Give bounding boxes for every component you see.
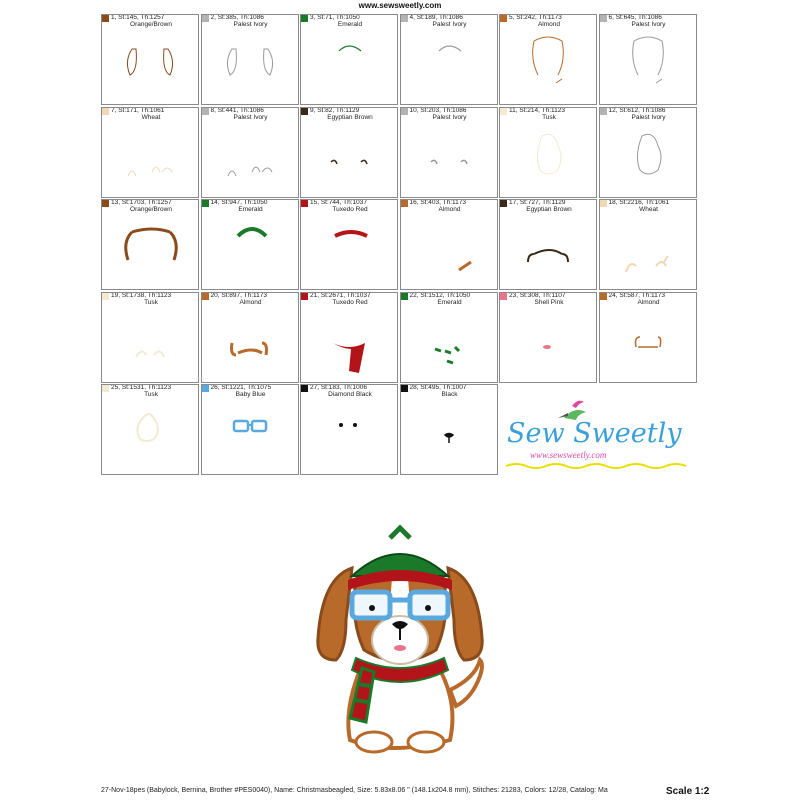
color-cell (300, 14, 398, 105)
cell-color-name: Palest Ivory (233, 113, 268, 121)
color-cell (101, 107, 199, 198)
logo-url: www.sewsweetly.com (530, 450, 607, 460)
color-cell (201, 107, 299, 198)
cell-color-name: Almond (438, 206, 461, 213)
ear-tips-icon (401, 122, 498, 198)
cell-stitch-info: 27, St:183, Th:1006 (310, 384, 367, 391)
scale-label: Scale 1:2 (666, 786, 710, 797)
cell-stitch-info: 3, St:71, Th:1050 (310, 14, 360, 21)
paws-icon (202, 122, 299, 198)
face-outline-icon (600, 122, 697, 198)
cell-color-name: Emerald (238, 206, 263, 213)
cell-stitch-info: 1, St:145, Th:1257 (111, 14, 165, 21)
cell-color-name: Orange/Brown (130, 21, 172, 28)
cell-color-name: Palest Ivory (432, 113, 467, 121)
color-cell (499, 14, 597, 105)
cell-stitch-info: 26, St:1221, Th:1075 (210, 384, 272, 391)
color-cell (599, 14, 697, 105)
cell-color-name: Palest Ivory (631, 113, 666, 121)
ear-tips-icon (301, 122, 398, 198)
footer-details: 27-Nov-18pes (Babylock, Bernina, Brother #PES0040), Name: Christmasbeagled, Size: 5.83x8.06 " (148.1x204.8 mm), Stitches: 21283, Colors: 12/28, Catalog: Ma (101, 787, 608, 794)
body-outline-icon (500, 29, 597, 105)
cell-color-name: Almond (239, 298, 262, 306)
muzzle-icon (102, 307, 199, 383)
ear-outlines-icon (102, 29, 199, 105)
cell-stitch-info: 20, St:897, Th:1173 (210, 291, 267, 299)
color-cell (201, 14, 299, 105)
christmas-beagle-design (300, 520, 500, 760)
cell-color-name: Egyptian Brown (526, 206, 572, 213)
color-cell (499, 107, 597, 198)
cell-color-name: Palest Ivory (233, 21, 268, 28)
cell-color-name: Tuxedo Red (332, 206, 368, 213)
logo-wordmark: Sew Sweetly (507, 418, 682, 449)
cell-color-name: Tuxedo Red (332, 298, 368, 306)
cell-stitch-info: 23, St:308, Th:1107 (509, 291, 566, 299)
color-cell (101, 14, 199, 105)
paws-icon (102, 122, 199, 198)
color-cell (400, 107, 498, 198)
cell-stitch-info: 9, St:82, Th:1129 (310, 106, 360, 114)
tail-icon (401, 214, 498, 290)
color-cell (201, 384, 299, 475)
cell-color-name: Tusk (542, 113, 556, 121)
tongue-icon (500, 307, 597, 383)
cell-color-name: Tusk (144, 298, 158, 306)
color-cell (300, 107, 398, 198)
site-url: www.sewsweetly.com (358, 1, 442, 10)
ear-outlines-icon (202, 29, 299, 105)
cell-stitch-info: 21, St:2671, Th:1037 (310, 291, 371, 299)
cell-stitch-info: 22, St:1512, Th:1050 (409, 291, 471, 299)
cell-color-name: Egyptian Brown (327, 113, 373, 121)
cell-color-name: Emerald (337, 21, 363, 28)
glasses-icon (202, 399, 299, 475)
body-outline-icon (600, 29, 697, 105)
cell-stitch-info: 7, St:171, Th:1061 (111, 106, 165, 114)
cell-color-name: Palest Ivory (432, 21, 467, 28)
cell-color-name: Wheat (141, 113, 161, 121)
cell-stitch-info: 14, St:947, Th:1050 (210, 199, 268, 206)
cell-color-name: Diamond Black (328, 391, 372, 398)
scarf-icon (301, 307, 398, 383)
hat-band-icon (301, 214, 398, 290)
cell-stitch-info: 4, St:189, Th:1086 (409, 14, 463, 21)
cell-color-name: Palest Ivory (631, 21, 666, 28)
face-outline-icon (500, 122, 597, 198)
ears-icon (102, 214, 199, 290)
cell-color-name: Wheat (639, 206, 658, 213)
cell-stitch-info: 6, St:645, Th:1086 (608, 14, 662, 21)
snout-icon (102, 399, 199, 475)
cell-color-name: Black (441, 391, 458, 398)
cell-color-name: Emerald (437, 298, 462, 306)
color-cell (101, 292, 199, 383)
cell-stitch-info: 17, St:727, Th:1129 (509, 199, 566, 206)
cell-stitch-info: 19, St:1738, Th:1123 (111, 291, 172, 299)
color-cell (300, 384, 398, 475)
color-cell (300, 292, 398, 383)
cell-stitch-info: 12, St:612, Th:1086 (608, 106, 666, 114)
cell-stitch-info: 24, St:587, Th:1173 (608, 291, 665, 299)
color-cell (101, 199, 199, 290)
hat-top-icon (301, 29, 398, 105)
color-cell (400, 14, 498, 105)
cell-stitch-info: 8, St:441, Th:1086 (210, 106, 264, 114)
cell-color-name: Tusk (144, 391, 158, 398)
color-cell (300, 199, 398, 290)
color-cell (201, 292, 299, 383)
cell-color-name: Orange/Brown (130, 206, 172, 213)
cell-stitch-info: 16, St:403, Th:1173 (409, 199, 466, 206)
cell-color-name: Almond (537, 21, 561, 28)
cell-color-name: Baby Blue (235, 391, 266, 398)
cell-stitch-info: 18, St:2216, Th:1061 (608, 199, 670, 206)
color-cell (101, 384, 199, 475)
cell-stitch-info: 11, St:214, Th:1123 (509, 106, 566, 114)
hat-top-icon (401, 29, 498, 105)
cell-stitch-info: 25, St:1531, Th:1123 (111, 384, 172, 391)
cell-stitch-info: 13, St:1703, Th:1257 (111, 199, 172, 206)
legs-icon (600, 214, 697, 290)
cell-stitch-info: 28, St:495, Th:1007 (409, 384, 467, 391)
cell-color-name: Shell Pink (534, 298, 564, 306)
hat-icon (202, 214, 299, 290)
color-cell (400, 199, 498, 290)
color-cell (599, 107, 697, 198)
ear-lines-icon (500, 214, 597, 290)
cell-stitch-info: 10, St:203, Th:1086 (409, 106, 467, 114)
color-cell (400, 292, 498, 383)
head-lines-icon (600, 307, 697, 383)
head-sides-icon (202, 307, 299, 383)
color-cell (400, 384, 498, 475)
color-cell (201, 199, 299, 290)
color-cell (499, 292, 597, 383)
cell-color-name: Almond (637, 298, 660, 306)
cell-stitch-info: 5, St:242, Th:1173 (509, 14, 562, 21)
eyes-icon (301, 399, 398, 475)
cell-stitch-info: 2, St:385, Th:1086 (210, 14, 264, 21)
nose-icon (401, 399, 498, 475)
color-cell (599, 199, 697, 290)
scarf-stripes-icon (401, 307, 498, 383)
cell-stitch-info: 15, St:744, Th:1037 (310, 199, 367, 206)
sew-sweetly-logo (502, 396, 692, 472)
color-cell (599, 292, 697, 383)
color-cell (499, 199, 597, 290)
